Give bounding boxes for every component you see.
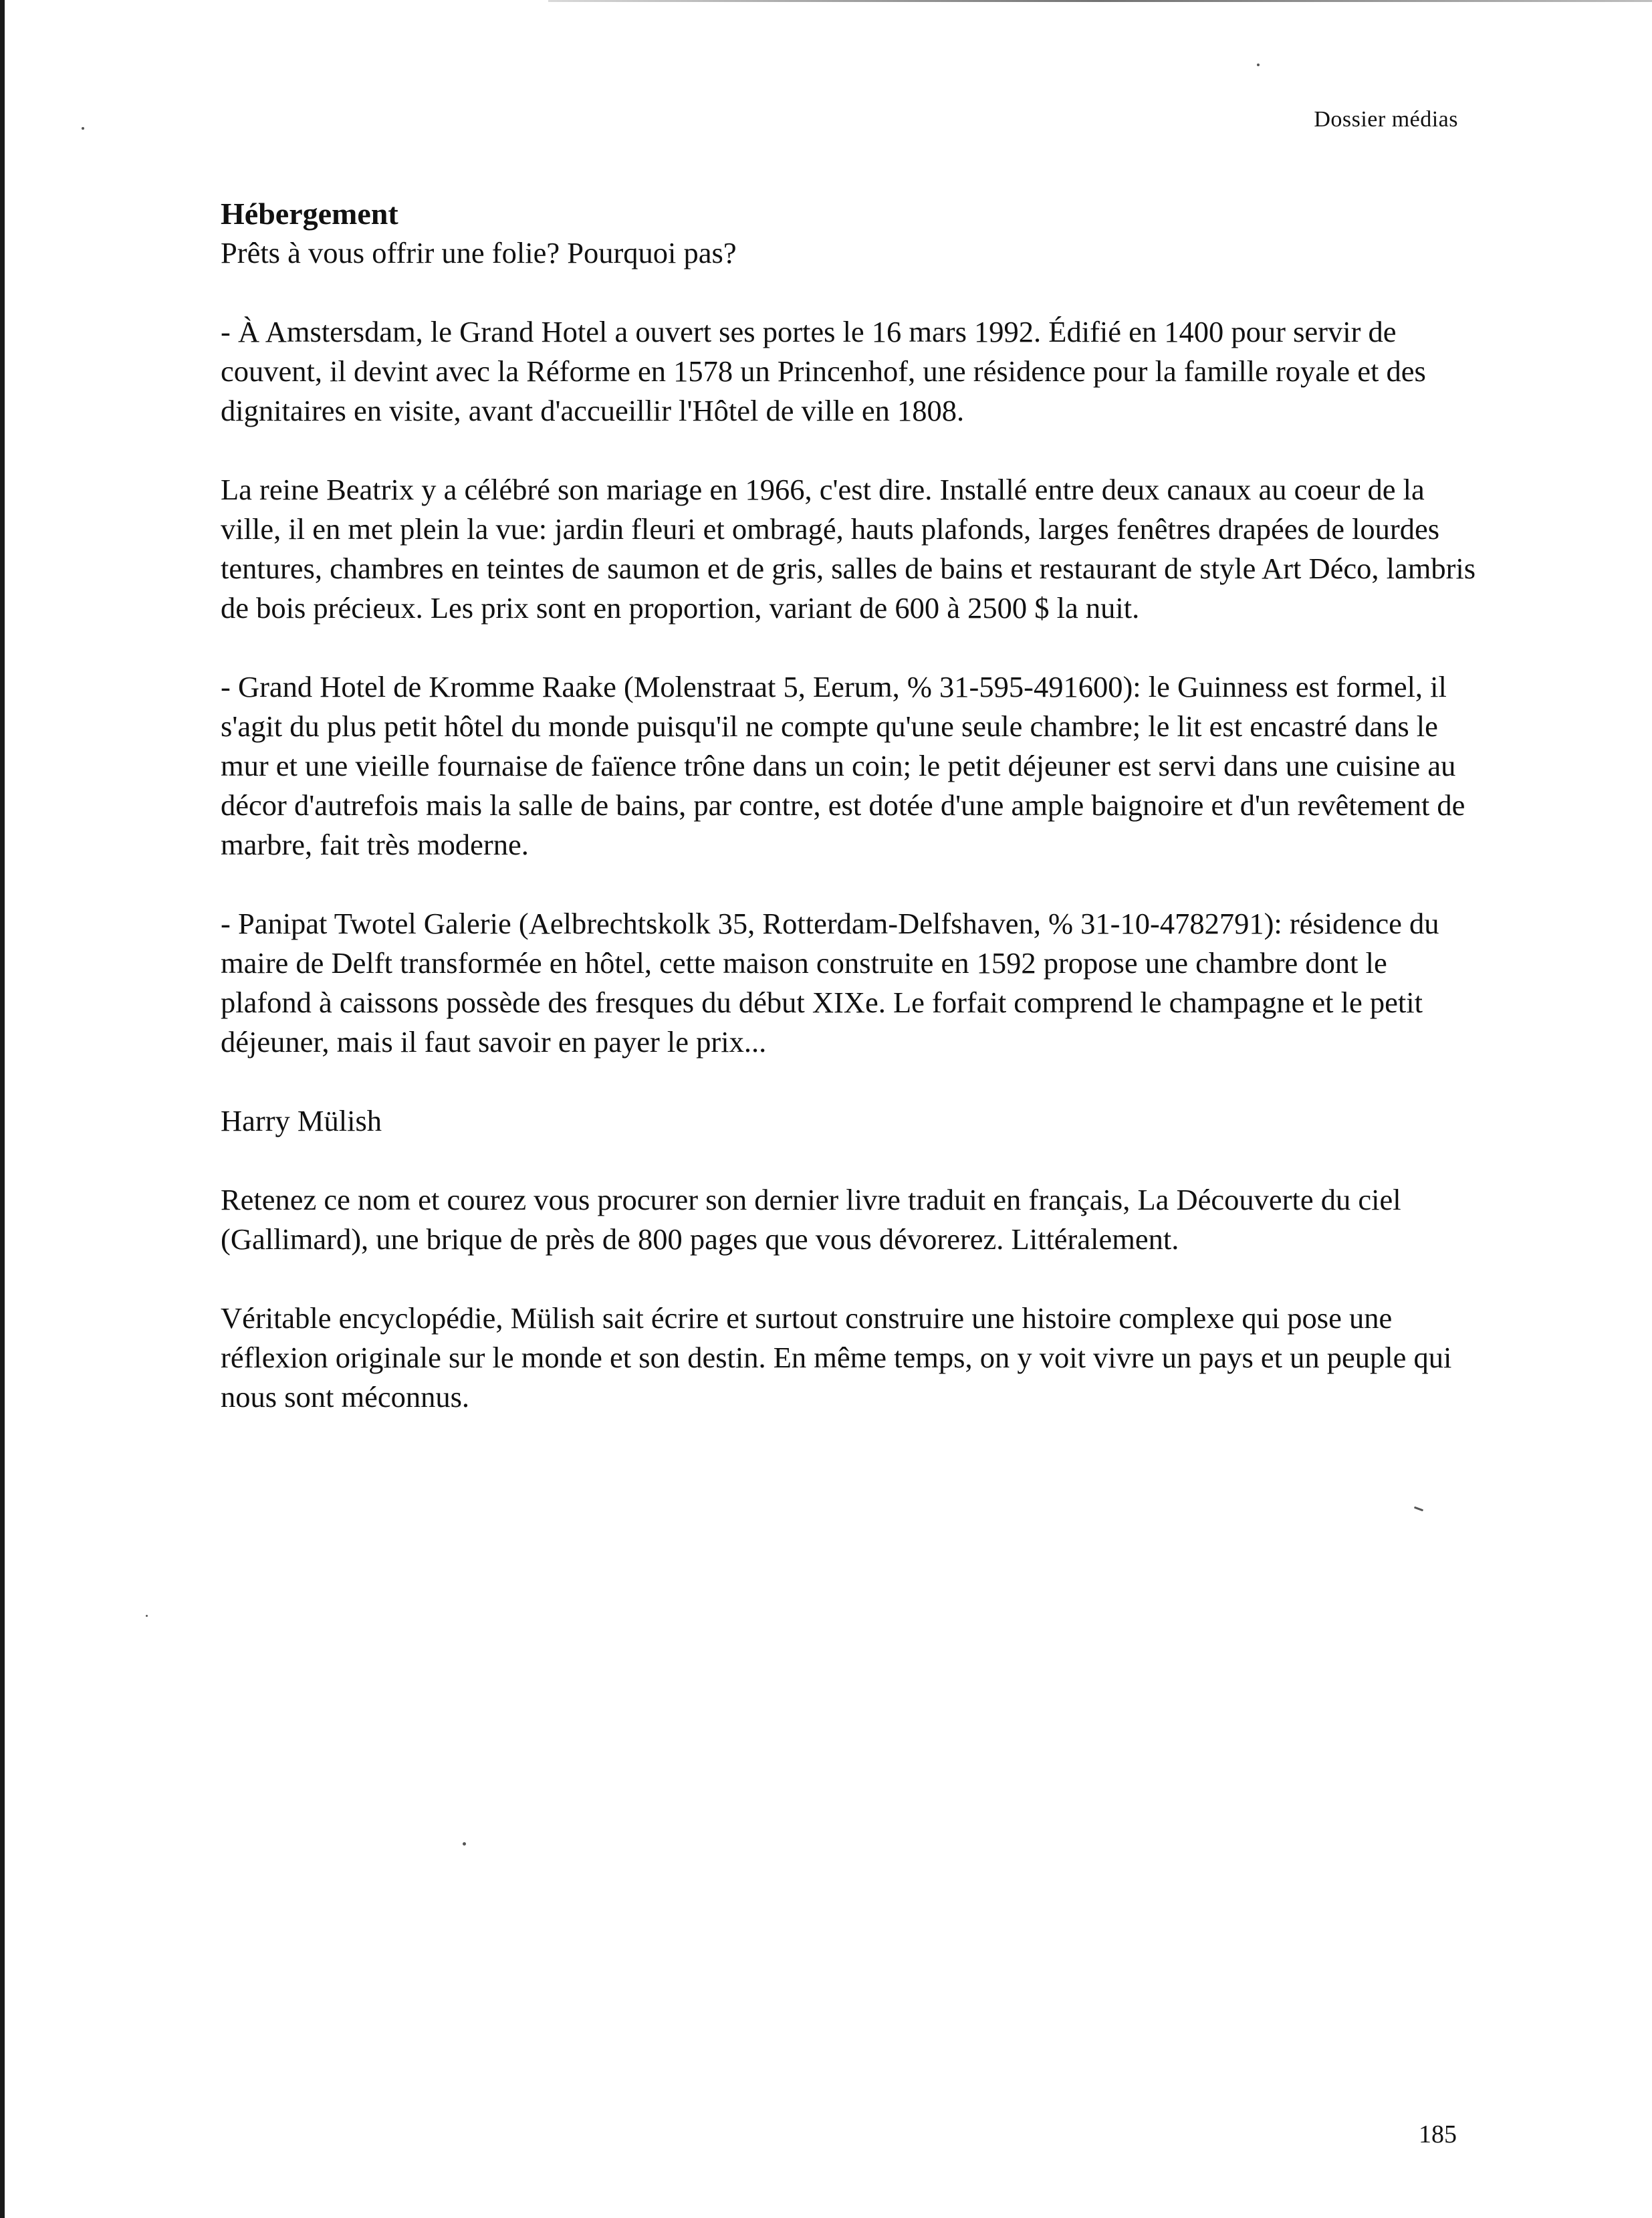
paragraph-encyclopedie: Véritable encyclopédie, Mülish sait écrire et surtout construire une histoire complexe qui pose une réflexion originale sur le monde et son destin. En même temps, on y voit vivre un pays et un peuple qui nous sont méconnus. bbox=[221, 1301, 1452, 1414]
paragraph-retenez: Retenez ce nom et courez vous procurer son dernier livre traduit en français, La Découverte du ciel (Gallimard), une brique de près de 800 pages que vous dévorerez. Littéralement. bbox=[221, 1183, 1401, 1256]
scan-edge-top bbox=[548, 0, 1652, 2]
page-number: 185 bbox=[1419, 2120, 1457, 2148]
scan-speck bbox=[463, 1842, 466, 1846]
running-header: Dossier médias bbox=[1314, 107, 1458, 132]
scan-speck bbox=[1257, 64, 1260, 66]
scan-speck bbox=[146, 1615, 148, 1617]
author-heading: Harry Mülish bbox=[221, 1104, 382, 1137]
paragraph-reine-beatrix: La reine Beatrix y a célébré son mariage en 1966, c'est dire. Installé entre deux canaux au coeur de la ville, il en met plein la vue: jardin fleuri et ombragé, hauts plafonds, larges fenêtres drapées de lourdes tentures, chambres en teintes de saumon et de gris, salles de bains et restaurant de style Art Déco, lambris de bois précieux. Les prix sont en proportion, variant de 600 à 2500 $ la nuit. bbox=[221, 473, 1476, 625]
scan-speck bbox=[1414, 1507, 1423, 1512]
paragraph-kromme-raake: - Grand Hotel de Kromme Raake (Molenstraat 5, Eerum, % 31-595-491600): le Guinness est formel, il s'agit du plus petit hôtel du monde puisqu'il ne compte qu'une seule chambre; le lit est encastré dans le mur et une vieille fournaise de faïence trône dans un coin; le petit déjeuner est servi dans une cuisine au décor d'autrefois mais la salle de bains, par contre, est dotée d'une ample baignoire et d'un revêtement de marbre, fait très moderne. bbox=[221, 670, 1465, 861]
scan-edge-left bbox=[0, 0, 5, 2218]
section-intro: Prêts à vous offrir une folie? Pourquoi pas? bbox=[221, 236, 737, 269]
paragraph-grand-hotel: - À Amstersdam, le Grand Hotel a ouvert ses portes le 16 mars 1992. Édifié en 1400 pour servir de couvent, il devint avec la Réforme en 1578 un Princenhof, une résidence pour la famille royale et des dignitaires en visite, avant d'accueillir l'Hôtel de ville en 1808. bbox=[221, 315, 1426, 427]
scan-speck bbox=[82, 127, 84, 130]
main-content bbox=[221, 194, 1478, 1456]
paragraph-panipat-twotel: - Panipat Twotel Galerie (Aelbrechtskolk 35, Rotterdam-Delfshaven, % 31-10-4782791): résidence du maire de Delft transformée en hôtel, cette maison construite en 1592 propose une chambre dont le plafond à caissons possède des fresques du début XIXe. Le forfait comprend le champagne et le petit déjeuner, mais il faut savoir en payer le prix... bbox=[221, 907, 1439, 1059]
section-title: Hébergement bbox=[221, 197, 398, 231]
